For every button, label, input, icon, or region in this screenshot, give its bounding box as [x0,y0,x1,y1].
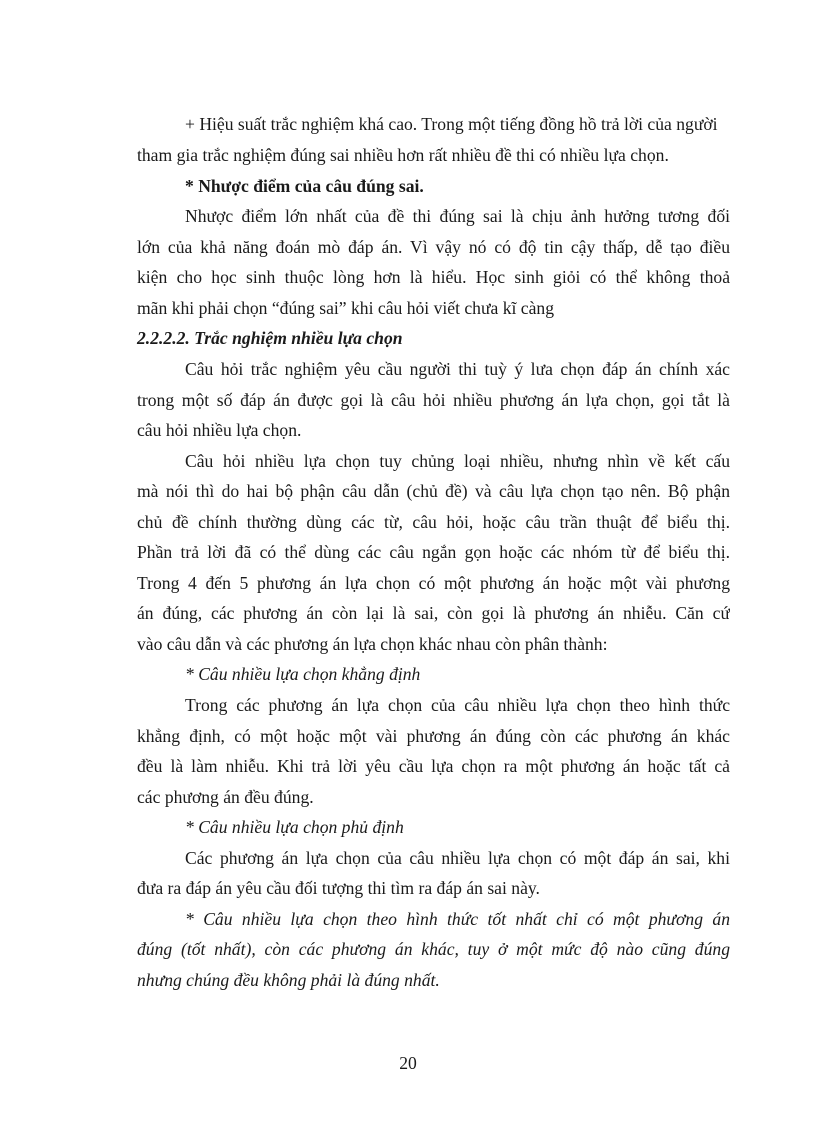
paragraph-line: vào câu dẫn và các phương án lựa chọn khác nhau còn phân thành: [137,634,608,654]
section-heading-disadvantages: * Nhược điểm của câu đúng sai. [185,176,424,196]
paragraph-line-best-answer: đúng (tốt nhất), còn các phương án khác, tuy ở một mức độ nào cũng đúng [137,939,730,959]
page-number: 20 [399,1053,417,1073]
paragraph-line: Các phương án lựa chọn của câu nhiều lựa chọn có một đáp án sai, khi [185,848,730,868]
paragraph-line: Trong các phương án lựa chọn của câu nhiều lựa chọn theo hình thức [185,695,730,715]
paragraph-line: kiện cho học sinh thuộc lòng hơn là hiểu. Học sinh giỏi có thể không thoả [137,267,730,287]
paragraph-line: mãn khi phải chọn “đúng sai” khi câu hỏi viết chưa kĩ càng [137,298,555,318]
paragraph-line: lớn của khả năng đoán mò đáp án. Vì vậy nó có độ tin cậy thấp, dễ tạo điều [137,237,730,257]
paragraph-line: Nhược điểm lớn nhất của đề thi đúng sai là chịu ảnh hưởng tương đối [185,206,730,226]
paragraph-line-best-answer: * Câu nhiều lựa chọn theo hình thức tốt nhất chỉ có một phương án [185,909,730,929]
paragraph-line: khẳng định, có một hoặc một vài phương án đúng còn các phương án khác [137,726,730,746]
paragraph-line: Trong 4 đến 5 phương án lựa chọn có một phương án hoặc một vài phương [137,573,730,593]
section-heading-multiple-choice: 2.2.2.2. Trắc nghiệm nhiều lựa chọn [137,328,403,348]
paragraph-line: câu hỏi nhiều lựa chọn. [137,420,302,440]
paragraph-line: mà nói thì do hai bộ phận câu dẫn (chủ đề) và câu lựa chọn tạo nên. Bộ phận [137,481,730,501]
paragraph-line: trong một số đáp án được gọi là câu hỏi nhiều phương án lựa chọn, gọi tắt là [137,390,730,410]
subheading-affirmative: * Câu nhiều lựa chọn khẳng định [185,664,421,684]
paragraph-line: tham gia trắc nghiệm đúng sai nhiều hơn rất nhiều đề thi có nhiều lựa chọn. [137,145,669,165]
paragraph-line: các phương án đều đúng. [137,787,314,807]
paragraph-line: + Hiệu suất trắc nghiệm khá cao. Trong một tiếng đồng hồ trả lời của người [185,114,718,134]
paragraph-line: Câu hỏi trắc nghiệm yêu cầu người thi tuỳ ý lưa chọn đáp án chính xác [185,359,730,379]
paragraph-line: Phần trả lời đã có thể dùng các câu ngắn gọn hoặc các nhóm từ để biểu thị. [137,542,730,562]
paragraph-line: Câu hỏi nhiều lựa chọn tuy chủng loại nhiều, nhưng nhìn về kết cấu [185,451,730,471]
paragraph-line: đưa ra đáp án yêu cầu đối tượng thi tìm ra đáp án sai này. [137,878,540,898]
paragraph-line-best-answer: nhưng chúng đều không phải là đúng nhất. [137,970,440,990]
subheading-negative: * Câu nhiều lựa chọn phủ định [185,817,404,837]
paragraph-line: án đúng, các phương án còn lại là sai, còn gọi là phương án nhiễu. Căn cứ [137,603,730,623]
paragraph-line: đều là làm nhiễu. Khi trả lời yêu cầu lựa chọn ra một phương án hoặc tất cả [137,756,730,776]
paragraph-line: chủ đề chính thường dùng các từ, câu hỏi, hoặc câu trần thuật để biểu thị. [137,512,730,532]
